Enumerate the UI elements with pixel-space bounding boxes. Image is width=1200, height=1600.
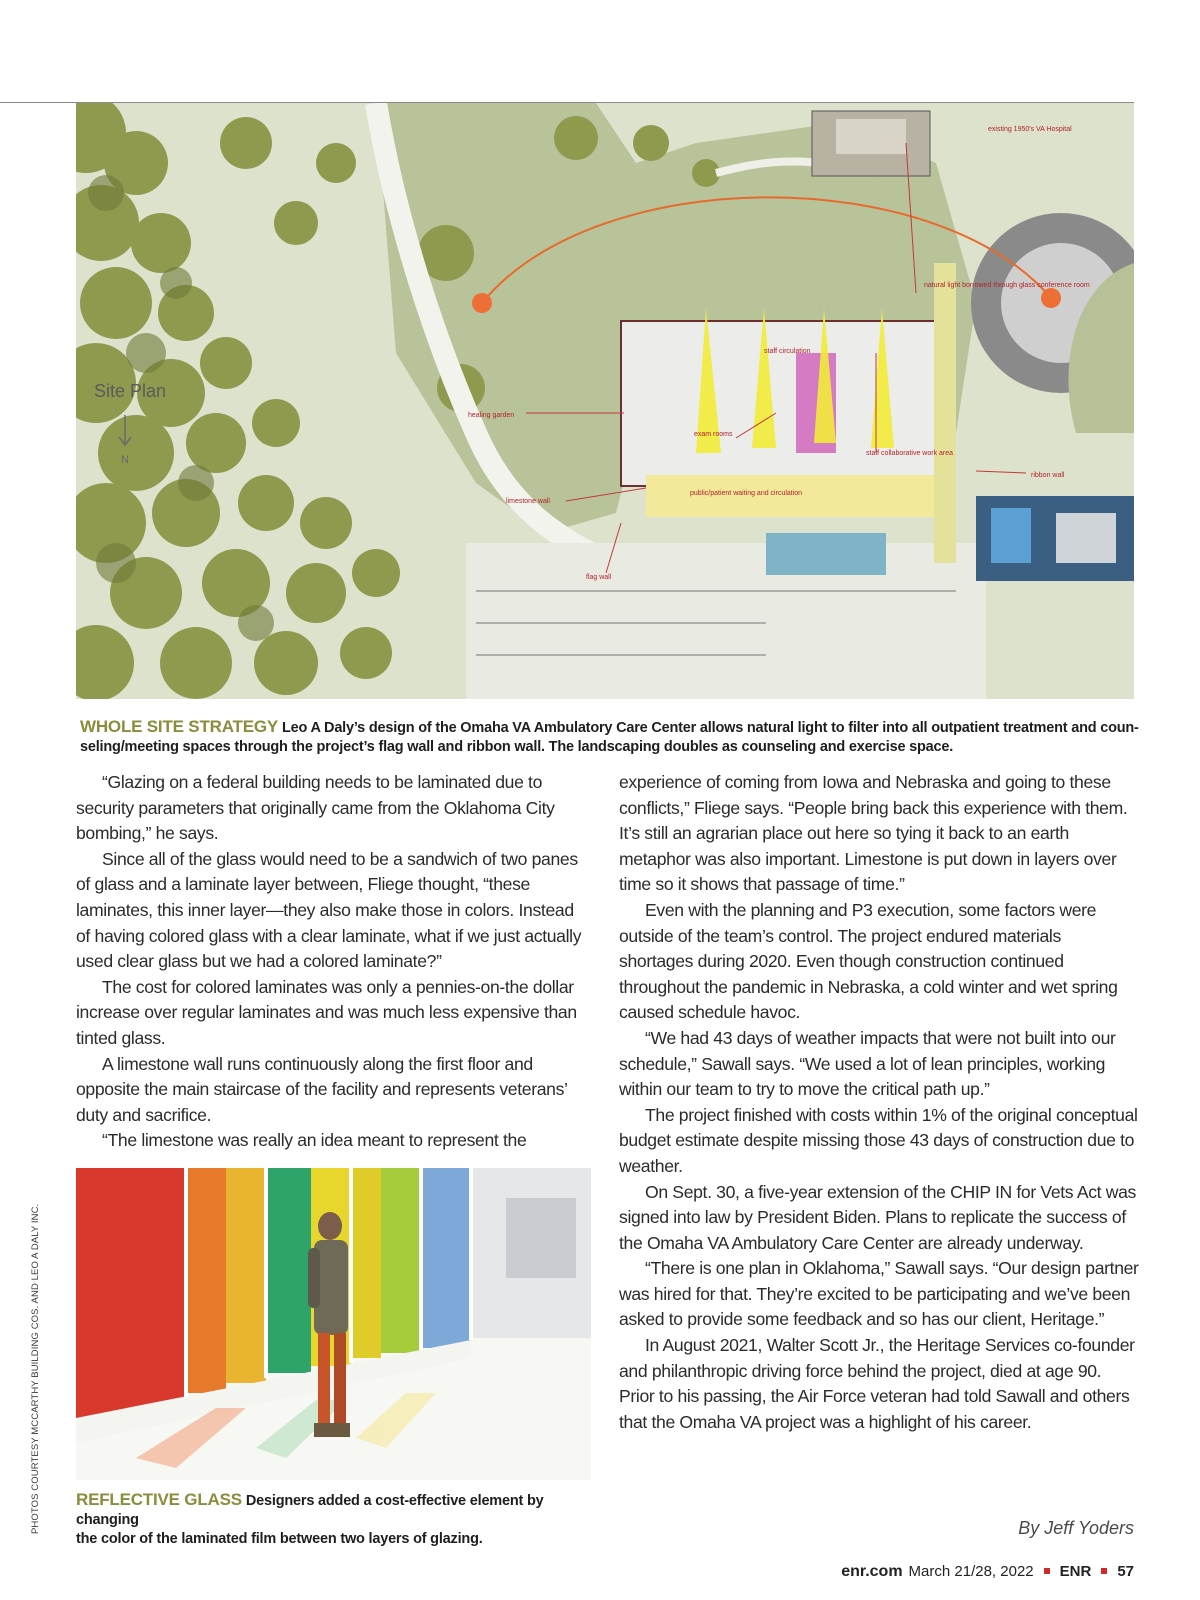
article-column-left — [76, 770, 591, 1154]
paragraph: “Glazing on a federal building needs to be laminated due to security parameters that originally came from the Oklahoma City bombing,” he says. — [76, 772, 555, 844]
page-number: 57 — [1117, 1563, 1134, 1580]
label-existing-hospital: existing 1950's VA Hospital — [988, 126, 1072, 133]
label-exam-rooms: exam rooms — [694, 431, 733, 438]
reflective-glass-photo — [76, 1168, 591, 1480]
site-caption-line-1 — [80, 717, 1140, 738]
paragraph: “We had 43 days of weather impacts that were not built into our schedule,” Sawall says. “We used a lot of lean principles, working within our team to try to move the critical path up.” — [619, 1027, 1116, 1100]
photo-caption-body-1: Designers added a cost-effective element by changing — [76, 1493, 544, 1528]
label-staff-collab: staff collaborative work area — [866, 450, 954, 457]
footer-site: enr.com — [841, 1563, 903, 1580]
paragraph: “There is one plan in Oklahoma,” Sawall says. “Our design partner was hired for that. They’re excited to be participating and we’ve been asked to provide some feedback and so has our client, Heritage.” — [619, 1258, 1139, 1330]
footer-date: March 21/28, 2022 — [908, 1563, 1034, 1580]
paragraph: On Sept. 30, a five-year extension of the CHIP IN for Vets Act was signed into law by President Biden. Plans to replicate the success of the Omaha VA Ambulatory Care Center are already underway. — [619, 1181, 1136, 1253]
site-plan-title: Site Plan — [94, 381, 167, 401]
paragraph: “The limestone was really an idea meant to represent the — [102, 1130, 527, 1151]
paragraph: The project finished with costs within 1% of the original conceptual budget estimate despite missing those 43 days of construction due to weather. — [619, 1104, 1138, 1176]
label-healing-garden: healing garden — [468, 412, 515, 419]
label-natural-light: natural light borrowed through glass conference room — [924, 282, 1090, 289]
site-plan-caption — [80, 717, 1140, 757]
separator-square-icon — [1101, 1568, 1107, 1574]
label-flag-wall: flag wall — [586, 574, 612, 581]
paragraph: experience of coming from Iowa and Nebraska and going to these conflicts,” Fliege says. “People bring back this experience with them. It’s still an agrarian place out here so tying it back to an earth metaphor was also important. Limestone is put down in layers over time so it shows that passage of time.” — [619, 772, 1128, 895]
page-footer — [841, 1563, 1134, 1581]
label-public-waiting: public/patient waiting and circulation — [690, 490, 803, 497]
photo-credit: PHOTOS COURTESY MCCARTHY BUILDING COS. AND LEO A DALY INC. — [30, 1203, 41, 1534]
north-label: N — [121, 454, 129, 466]
footer-brand: ENR — [1059, 1563, 1092, 1580]
label-limestone-wall: limestone wall — [506, 498, 550, 505]
paragraph: The cost for colored laminates was only a pennies-on-the dollar increase over regular laminates and was much less expensive than tinted glass. — [76, 976, 577, 1048]
separator-square-icon — [1044, 1568, 1050, 1574]
label-ribbon-wall: ribbon wall — [1031, 472, 1065, 479]
site-caption-head: WHOLE SITE STRATEGY — [80, 717, 279, 736]
paragraph: Even with the planning and P3 execution, some factors were outside of the team’s control. The project endured materials shortages during 2020. Even though construction continued throughout the pandemic in Nebraska, a cold winter and wet spring caused schedule havoc. — [619, 899, 1118, 1023]
paragraph: Since all of the glass would need to be a sandwich of two panes of glass and a laminate layer between, Fliege thought, “these laminates, this inner layer—they also make those in colors. Instead of having colored glass with a clear laminate, what if we just actually used clear glass but we had a colored laminate?” — [76, 848, 582, 972]
reflective-glass-caption — [76, 1490, 596, 1549]
photo-caption-head: REFLECTIVE GLASS — [76, 1490, 242, 1509]
paragraph: A limestone wall runs continuously along the first floor and opposite the main staircase of the facility and represents veterans’ duty and sacrifice. — [76, 1053, 567, 1125]
label-staff-circulation: staff circulation — [764, 348, 811, 355]
site-plan-illustration — [76, 103, 1134, 699]
site-caption-line-2: seling/meeting spaces through the project’s flag wall and ribbon wall. The landscaping doubles as counseling and exercise space. — [80, 739, 954, 755]
photo-caption-line-2: the color of the laminated film between two layers of glazing. — [76, 1531, 483, 1547]
photo-caption-line-1 — [76, 1490, 596, 1530]
byline: By Jeff Yoders — [1018, 1518, 1134, 1538]
paragraph: In August 2021, Walter Scott Jr., the Heritage Services co-founder and philanthropic driving force behind the project, died at age 90. Prior to his passing, the Air Force veteran had told Sawall and others that the Omaha VA project was a highlight of his career. — [619, 1335, 1135, 1432]
article-column-right — [619, 770, 1139, 1435]
site-caption-body-1: Leo A Daly’s design of the Omaha VA Ambulatory Care Center allows natural light to filter into all outpatient treatment and coun- — [282, 720, 1139, 736]
